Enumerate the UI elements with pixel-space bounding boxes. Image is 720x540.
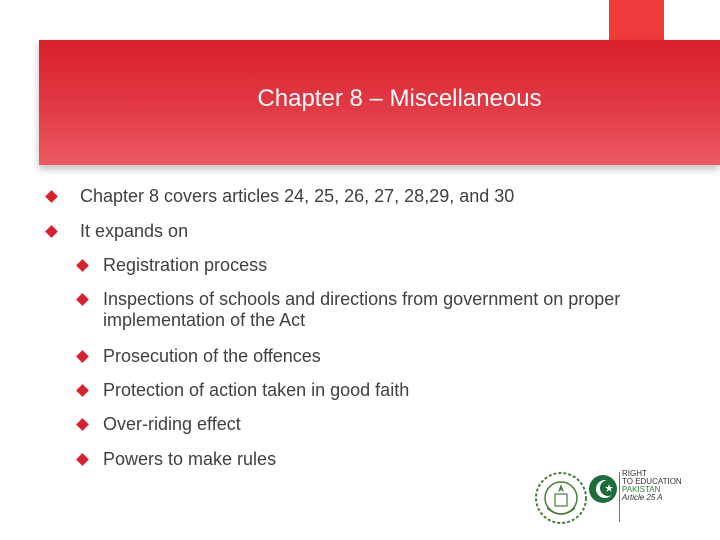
bullet-item bbox=[47, 221, 188, 242]
sub-bullet-text: Inspections of schools and directions from government on proper implementation of the Act bbox=[103, 289, 621, 330]
right-to-education-logo-text bbox=[622, 470, 702, 502]
sub-bullet-item bbox=[78, 255, 267, 276]
sub-bullet-text: Protection of action taken in good faith bbox=[103, 380, 410, 400]
sub-bullet-text: Over-riding effect bbox=[103, 414, 241, 434]
logo-divider bbox=[619, 472, 620, 522]
sub-bullet-item bbox=[78, 346, 321, 367]
logo-line: PAKISTAN bbox=[622, 485, 661, 494]
diamond-bullet-icon bbox=[76, 384, 89, 397]
sub-bullet-text: Powers to make rules bbox=[103, 449, 277, 469]
right-to-education-logo-icon bbox=[588, 474, 618, 504]
diamond-bullet-icon bbox=[45, 225, 58, 238]
logo-line: TO EDUCATION bbox=[622, 477, 682, 486]
sub-bullet-item bbox=[78, 289, 678, 331]
diamond-bullet-icon bbox=[45, 190, 58, 203]
bullet-text: It expands on bbox=[80, 221, 189, 241]
diamond-bullet-icon bbox=[76, 293, 89, 306]
bullet-text: Chapter 8 covers articles 24, 25, 26, 27, 28,29, and 30 bbox=[80, 186, 515, 206]
sub-bullet-text: Prosecution of the offences bbox=[103, 346, 321, 366]
sub-bullet-text: Registration process bbox=[103, 255, 268, 275]
logo-line: Article 25 A bbox=[622, 493, 663, 502]
diamond-bullet-icon bbox=[76, 453, 89, 466]
diamond-bullet-icon bbox=[76, 259, 89, 272]
diamond-bullet-icon bbox=[76, 418, 89, 431]
bullet-item bbox=[47, 186, 514, 207]
sub-bullet-item bbox=[78, 380, 409, 401]
sub-bullet-item bbox=[78, 449, 276, 470]
logo-line: RIGHT bbox=[622, 469, 647, 478]
decorative-accent-bar bbox=[609, 0, 664, 40]
diamond-bullet-icon bbox=[76, 350, 89, 363]
government-seal-logo bbox=[533, 470, 589, 526]
title-banner bbox=[39, 40, 720, 165]
slide-title: Chapter 8 – Miscellaneous bbox=[257, 85, 542, 112]
sub-bullet-item bbox=[78, 414, 241, 435]
